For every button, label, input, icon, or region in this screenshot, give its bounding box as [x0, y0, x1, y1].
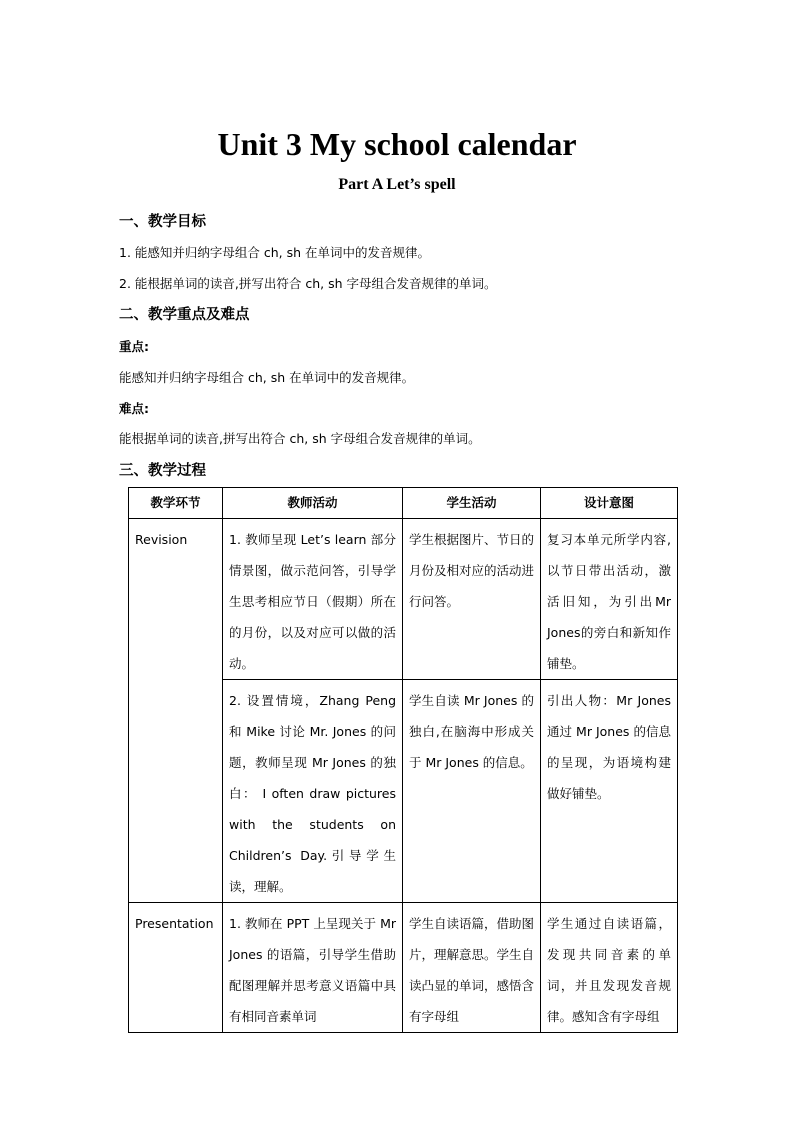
document-subtitle: Part A Let’s spell [338, 176, 456, 193]
difficult-point-label: 难点: [119, 401, 149, 416]
table-row [129, 903, 678, 1033]
teacher-activity-cell: 2. 设置情境，Zhang Peng 和 Mike 讨论 Mr. Jones 的问题，教师呈现 Mr Jones 的独白： I often draw pictures with the students on Children’s Day.引导学生读，理解。 [223, 680, 403, 903]
table-row [129, 519, 678, 680]
difficult-point-text: 能根据单词的读音,拼写出符合 ch, sh 字母组合发音规律的单词。 [119, 431, 481, 446]
column-header-student-activity: 学生活动 [403, 488, 541, 519]
teaching-process-table [128, 487, 678, 1033]
design-purpose-cell: 学生通过自读语篇，发现共同音素的单词，并且发现发音规律。感知含有字母组 [541, 903, 678, 1033]
student-activity-cell: 学生自读 Mr Jones 的独白,在脑海中形成关于 Mr Jones 的信息。 [403, 680, 541, 903]
teacher-activity-cell: 1. 教师在 PPT 上呈现关于 Mr Jones 的语篇，引导学生借助配图理解并思考意义语篇中具有相同音素单词 [223, 903, 403, 1033]
design-purpose-cell: 引出人物：Mr Jones 通过 Mr Jones 的信息的呈现，为语境构建做好铺垫。 [541, 680, 678, 903]
student-activity-cell: 学生根据图片、节日的月份及相对应的活动进行问答。 [403, 519, 541, 680]
goals-heading: 一、教学目标 [119, 214, 206, 230]
goal-item: 2. 能根据单词的读音,拼写出符合 ch, sh 字母组合发音规律的单词。 [119, 276, 497, 291]
goal-item: 1. 能感知并归纳字母组合 ch, sh 在单词中的发音规律。 [119, 245, 431, 260]
column-header-teacher-activity: 教师活动 [223, 488, 403, 519]
design-purpose-cell: 复习本单元所学内容,以节日带出活动，激活旧知，为引出Mr Jones的旁白和新知作铺垫。 [541, 519, 678, 680]
stage-cell: Revision [129, 519, 223, 903]
column-header-design-purpose: 设计意图 [541, 488, 678, 519]
key-point-text: 能感知并归纳字母组合 ch, sh 在单词中的发音规律。 [119, 370, 415, 385]
column-header-stage: 教学环节 [129, 488, 223, 519]
table-header-row [129, 488, 678, 519]
teacher-activity-cell: 1. 教师呈现 Let’s learn 部分情景图，做示范问答，引导学生思考相应节日（假期）所在的月份，以及对应可以做的活动。 [223, 519, 403, 680]
document-title: Unit 3 My school calendar [217, 126, 577, 162]
student-activity-cell: 学生自读语篇，借助图片，理解意思。学生自读凸显的单词，感悟含有字母组 [403, 903, 541, 1033]
key-point-label: 重点: [119, 339, 149, 354]
process-heading: 三、教学过程 [119, 463, 206, 479]
stage-cell: Presentation [129, 903, 223, 1033]
focus-heading: 二、教学重点及难点 [119, 307, 250, 323]
